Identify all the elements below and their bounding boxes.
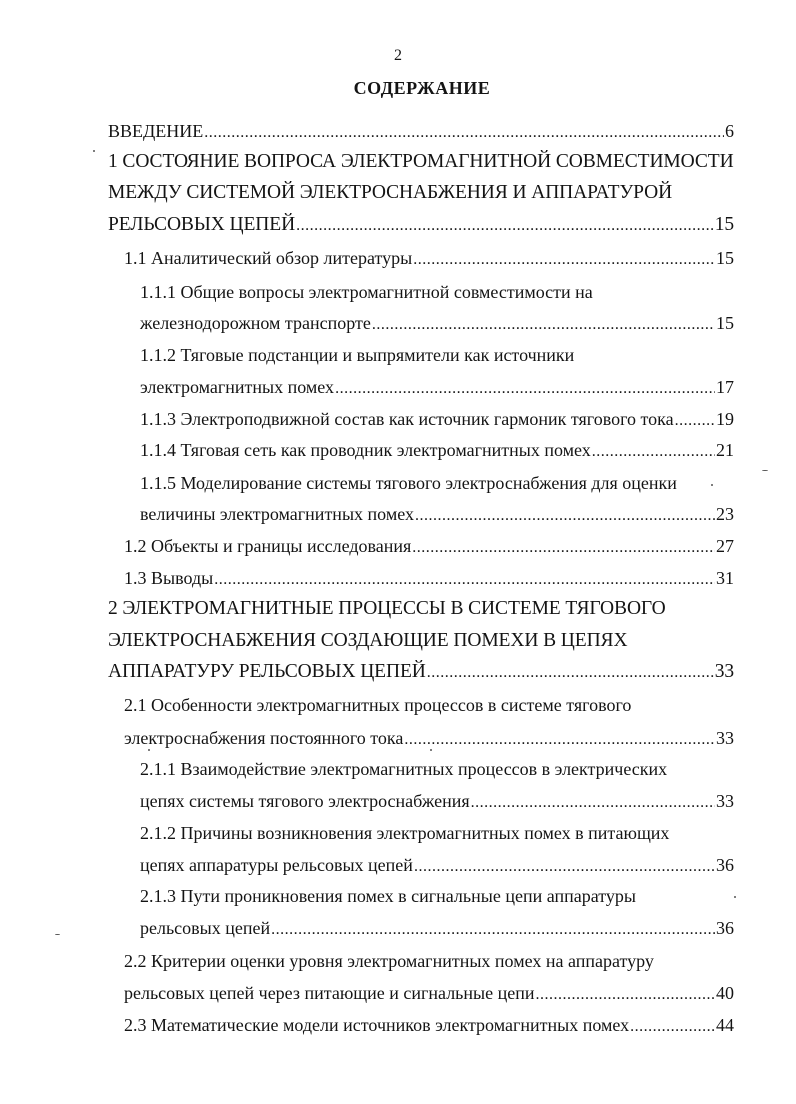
dot-leader bbox=[372, 314, 715, 336]
toc-entry-1-1-2-line-2 bbox=[140, 376, 734, 400]
toc-entry-text: ЭЛЕКТРОСНАБЖЕНИЯ СОЗДАЮЩИЕ ПОМЕХИ В ЦЕПЯХ bbox=[108, 630, 628, 651]
toc-entry-chapter-1-line-2 bbox=[108, 182, 672, 204]
toc-entry-chapter-2-line-3 bbox=[108, 661, 734, 684]
dot-leader bbox=[335, 378, 715, 400]
toc-entry-chapter-2-line-2 bbox=[108, 630, 627, 652]
toc-entry-2-1-line-1 bbox=[124, 694, 631, 716]
toc-entry-2-1-line-2 bbox=[124, 727, 734, 751]
toc-entry-1-1-2-line-1 bbox=[140, 344, 574, 366]
toc-entry-text: 2.3 Математические модели источников электромагнитных помех bbox=[124, 1015, 630, 1035]
toc-entry-text: величины электромагнитных помех bbox=[140, 504, 414, 524]
page-number: 2 bbox=[394, 47, 402, 64]
dot-leader bbox=[204, 122, 724, 144]
dot-leader bbox=[415, 505, 715, 527]
toc-entry-page: 21 bbox=[716, 440, 734, 460]
dot-leader bbox=[630, 1016, 715, 1038]
dot-leader bbox=[535, 984, 715, 1006]
toc-entry-1-1 bbox=[124, 247, 734, 271]
toc-entry-page: 36 bbox=[716, 918, 734, 938]
toc-entry-text: 1.1 Аналитический обзор литературы bbox=[124, 248, 413, 268]
toc-entry-page: 36 bbox=[716, 855, 734, 875]
toc-entry-2-1-2-line-1 bbox=[140, 822, 669, 844]
dot-leader bbox=[296, 215, 714, 237]
toc-entry-2-1-1-line-2 bbox=[140, 790, 734, 814]
toc-entry-text: 1.1.3 Электроподвижной состав как источник гармоник тягового тока bbox=[140, 409, 674, 429]
toc-entry-text: 2 ЭЛЕКТРОМАГНИТНЫЕ ПРОЦЕССЫ В СИСТЕМЕ ТЯГОВОГО bbox=[108, 598, 666, 619]
toc-entry-text: ВВЕДЕНИЕ bbox=[108, 121, 204, 141]
toc-entry-text: электроснабжения постоянного тока bbox=[124, 728, 404, 748]
toc-entry-text: рельсовых цепей bbox=[140, 918, 271, 938]
toc-entry-chapter-1-line-1 bbox=[108, 151, 734, 173]
toc-entry-page: 6 bbox=[725, 121, 734, 141]
toc-entry-text: железнодорожном транспорте bbox=[140, 313, 371, 333]
toc-entry-1-1-1-line-1 bbox=[140, 281, 593, 303]
scan-speck bbox=[711, 484, 713, 486]
dot-leader bbox=[592, 441, 715, 463]
toc-entry-1-1-5-line-2 bbox=[140, 503, 734, 527]
toc-entry-chapter-1-line-3 bbox=[108, 214, 734, 237]
toc-entry-page: 33 bbox=[714, 661, 734, 682]
toc-entry-2-1-3-line-1 bbox=[140, 885, 636, 907]
dot-leader bbox=[427, 662, 714, 684]
dot-leader bbox=[471, 792, 715, 814]
toc-entry-page: 15 bbox=[716, 313, 734, 333]
toc-entry-1-1-3 bbox=[140, 408, 734, 432]
toc-entry-text: 2.1.2 Причины возникновения электромагнитных помех в питающих bbox=[140, 823, 670, 843]
toc-entry-page: 17 bbox=[716, 377, 734, 397]
toc-entry-2-3 bbox=[124, 1014, 734, 1038]
toc-entry-text: АППАРАТУРУ РЕЛЬСОВЫХ ЦЕПЕЙ bbox=[108, 661, 426, 682]
toc-entry-page: 31 bbox=[716, 568, 734, 588]
toc-entry-text: 1.3 Выводы bbox=[124, 568, 214, 588]
scan-speck bbox=[734, 896, 736, 898]
dot-leader bbox=[413, 249, 715, 271]
toc-entry-page: 44 bbox=[716, 1015, 734, 1035]
toc-entry-text: МЕЖДУ СИСТЕМОЙ ЭЛЕКТРОСНАБЖЕНИЯ И АППАРАТУРОЙ bbox=[108, 182, 673, 203]
toc-entry-text: 2.2 Критерии оценки уровня электромагнитных помех на аппаратуру bbox=[124, 951, 654, 971]
toc-entry-2-2-line-1 bbox=[124, 950, 654, 972]
scan-speck bbox=[93, 150, 95, 152]
toc-entry-text: 1 СОСТОЯНИЕ ВОПРОСА ЭЛЕКТРОМАГНИТНОЙ СОВМЕСТИМОСТИ bbox=[108, 151, 734, 172]
toc-entry-text: рельсовых цепей через питающие и сигнальные цепи bbox=[124, 983, 535, 1003]
toc-entry-1-1-5-line-1 bbox=[140, 472, 677, 494]
toc-entry-introduction bbox=[108, 120, 734, 144]
scan-speck bbox=[430, 749, 432, 751]
toc-entry-text: 1.1.4 Тяговая сеть как проводник электромагнитных помех bbox=[140, 440, 591, 460]
dot-leader bbox=[214, 569, 715, 591]
toc-entry-2-1-3-line-2 bbox=[140, 917, 734, 941]
scan-speck bbox=[55, 934, 60, 935]
toc-entry-1-1-4 bbox=[140, 439, 734, 463]
toc-entry-text: 1.2 Объекты и границы исследования bbox=[124, 536, 412, 556]
toc-entry-1-1-1-line-2 bbox=[140, 312, 734, 336]
toc-entry-text: 1.1.5 Моделирование системы тягового электроснабжения для оценки bbox=[140, 473, 677, 493]
toc-entry-page: 15 bbox=[714, 214, 734, 235]
scan-speck bbox=[762, 470, 768, 471]
toc-entry-text: 2.1.1 Взаимодействие электромагнитных процессов в электрических bbox=[140, 759, 668, 779]
toc-entry-page: 33 bbox=[716, 728, 734, 748]
toc-entry-2-1-1-line-1 bbox=[140, 758, 667, 780]
toc-entry-text: 2.1.3 Пути проникновения помех в сигнальные цепи аппаратуры bbox=[140, 886, 636, 906]
toc-entry-text: цепях системы тягового электроснабжения bbox=[140, 791, 470, 811]
toc-entry-text: электромагнитных помех bbox=[140, 377, 335, 397]
toc-entry-text: РЕЛЬСОВЫХ ЦЕПЕЙ bbox=[108, 214, 296, 235]
dot-leader bbox=[271, 919, 715, 941]
toc-entry-text: 1.1.2 Тяговые подстанции и выпрямители как источники bbox=[140, 345, 575, 365]
toc-entry-page: 15 bbox=[716, 248, 734, 268]
toc-entry-text: 1.1.1 Общие вопросы электромагнитной совместимости на bbox=[140, 282, 593, 302]
toc-entry-2-2-line-2 bbox=[124, 982, 734, 1006]
dot-leader bbox=[412, 537, 715, 559]
toc-entry-page: 27 bbox=[716, 536, 734, 556]
toc-entry-chapter-2-line-1 bbox=[108, 598, 666, 620]
toc-entry-1-2 bbox=[124, 535, 734, 559]
toc-entry-page: 23 bbox=[716, 504, 734, 524]
toc-entry-text: цепях аппаратуры рельсовых цепей bbox=[140, 855, 413, 875]
dot-leader bbox=[414, 856, 715, 878]
dot-leader bbox=[675, 410, 715, 432]
toc-entry-2-1-2-line-2 bbox=[140, 854, 734, 878]
toc-entry-page: 40 bbox=[716, 983, 734, 1003]
scan-speck bbox=[148, 749, 150, 751]
toc-entry-text: 2.1 Особенности электромагнитных процессов в системе тягового bbox=[124, 695, 632, 715]
dot-leader bbox=[404, 729, 715, 751]
page-title: СОДЕРЖАНИЕ bbox=[353, 78, 491, 98]
toc-entry-page: 19 bbox=[716, 409, 734, 429]
toc-entry-1-3 bbox=[124, 567, 734, 591]
toc-entry-page: 33 bbox=[716, 791, 734, 811]
